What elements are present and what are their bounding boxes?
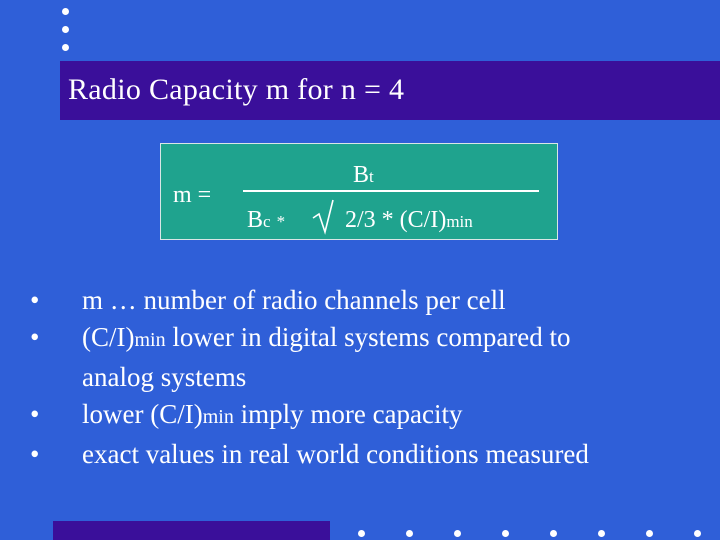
radicand-subscript: min bbox=[446, 212, 473, 231]
denominator-main: B bbox=[247, 207, 264, 233]
decor-dot bbox=[358, 530, 365, 537]
decor-dot bbox=[406, 530, 413, 537]
formula-lhs: m = bbox=[173, 182, 212, 208]
decor-dot bbox=[550, 530, 557, 537]
bullet-text: m … number of radio channels per cell bbox=[82, 285, 506, 315]
formula-box bbox=[160, 143, 558, 240]
bullet-list bbox=[30, 282, 710, 473]
bullet-item bbox=[30, 282, 710, 319]
bullet-subscript: min bbox=[202, 406, 234, 428]
decor-dot bbox=[62, 8, 69, 15]
formula-radicand bbox=[345, 207, 473, 234]
square-root-icon bbox=[311, 196, 341, 236]
bullet-marker: • bbox=[30, 285, 40, 315]
numerator-subscript: t bbox=[369, 167, 374, 186]
decor-dot bbox=[646, 530, 653, 537]
formula-numerator bbox=[353, 162, 374, 189]
decor-dot bbox=[62, 44, 69, 51]
decor-dot bbox=[454, 530, 461, 537]
bullet-text-post: imply more capacity bbox=[233, 399, 463, 429]
bullet-text-pre: (C/I) bbox=[82, 322, 135, 352]
bullet-text-pre: lower (C/I) bbox=[82, 399, 203, 429]
bullet-continuation bbox=[30, 359, 710, 396]
fraction-line bbox=[243, 190, 539, 192]
bullet-marker: • bbox=[30, 439, 40, 469]
title-bar bbox=[60, 61, 720, 120]
bullet-item bbox=[30, 436, 710, 473]
bullet-marker: • bbox=[30, 322, 40, 352]
slide-title: Radio Capacity m for n = 4 bbox=[68, 73, 405, 106]
formula-denominator-b bbox=[247, 207, 285, 234]
decor-dot bbox=[694, 530, 701, 537]
bullet-item bbox=[30, 319, 710, 359]
bullet-marker: • bbox=[30, 399, 40, 429]
bottom-bar bbox=[53, 521, 330, 540]
bullet-text-post: lower in digital systems compared to bbox=[165, 322, 571, 352]
bullet-subscript: min bbox=[134, 329, 166, 351]
denominator-subscript: c bbox=[263, 212, 271, 231]
bullet-item bbox=[30, 396, 710, 436]
denominator-times: * bbox=[276, 212, 286, 231]
decor-dot bbox=[598, 530, 605, 537]
bullet-text: exact values in real world conditions measured bbox=[82, 439, 589, 469]
bullet-text: analog systems bbox=[82, 362, 247, 392]
numerator-main: B bbox=[353, 162, 370, 188]
decor-dot bbox=[502, 530, 509, 537]
radicand-main: 2/3 * (C/I) bbox=[345, 207, 447, 233]
decor-dot bbox=[62, 26, 69, 33]
